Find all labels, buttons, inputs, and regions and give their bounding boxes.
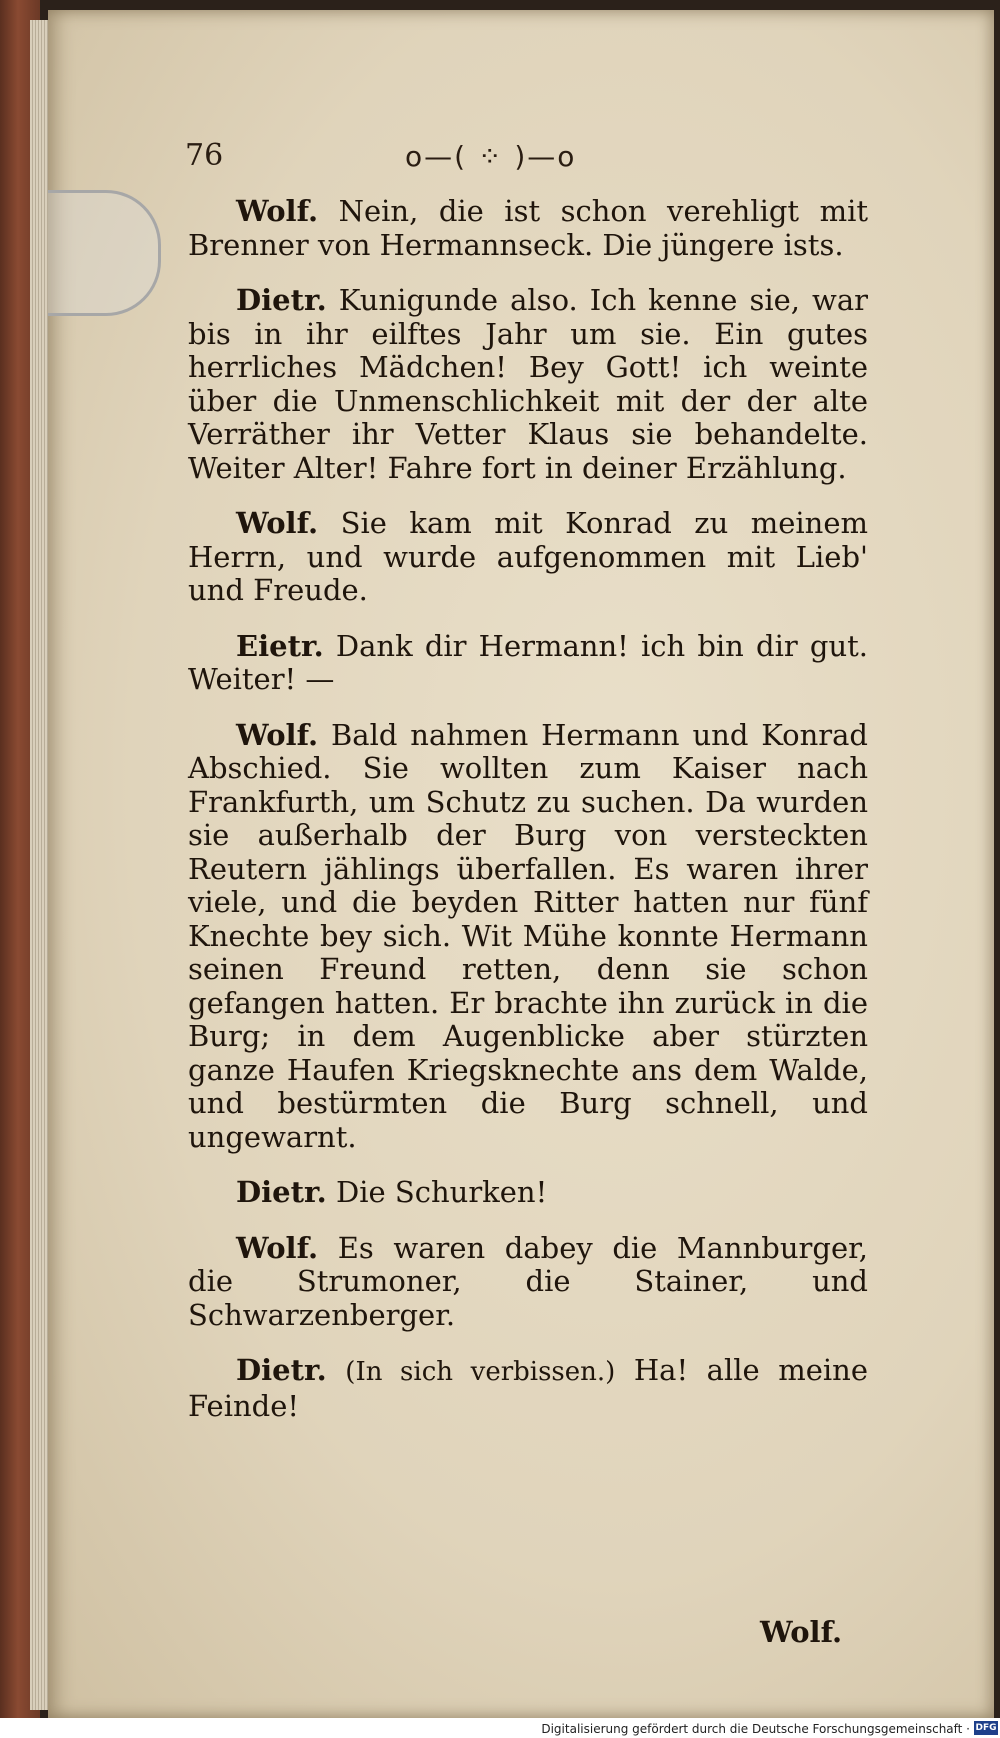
dfg-logo: DFG xyxy=(975,1723,997,1733)
speaker-label: Wolf. xyxy=(236,1230,319,1265)
paragraph xyxy=(188,1232,868,1333)
page-number: 76 xyxy=(185,138,224,173)
paragraph xyxy=(188,284,868,485)
paragraph-text: Es waren dabey die Mannburger, die Strumoner, die Stainer, und Schwarzenberger. xyxy=(188,1230,868,1332)
speaker-label: Dietr. xyxy=(236,1353,327,1387)
paragraph xyxy=(188,1176,868,1210)
page-clip xyxy=(48,190,161,316)
running-head xyxy=(185,138,865,178)
speaker-label: Wolf. xyxy=(236,717,319,752)
paragraph xyxy=(188,630,868,697)
paragraph xyxy=(188,195,868,262)
speaker-label: Wolf. xyxy=(236,506,319,540)
body-text xyxy=(188,195,868,1445)
paragraph-text: Sie kam mit Konrad zu meinem Herrn, und wurde aufgenommen mit Lieb' und Freude. xyxy=(188,506,869,607)
header-ornament: o—( ⁘ )—o xyxy=(405,140,577,173)
footer-credit: Digitalisierung gefördert durch die Deutsche Forschungsgemeinschaft · xyxy=(541,1722,970,1736)
paragraph-text: Dank dir Hermann! ich bin dir gut. Weiter! — xyxy=(188,628,868,696)
paragraph-text: Kunigunde also. Ich kenne sie, war bis in ihr eilftes Jahr um sie. Ein gutes herrliches Mädchen! Bey Gott! ich weinte über die Unmenschlichkeit mit der der alte Verräther ihr Vetter Klaus sie behandelte. Weiter Alter! Fahre fort in deiner Erzählung. xyxy=(188,283,869,485)
speaker-label: Wolf. xyxy=(236,194,319,228)
speaker-label: Dietr. xyxy=(236,1175,327,1209)
paragraph-text: Die Schurken! xyxy=(335,1175,548,1209)
footer-bar xyxy=(0,1718,1000,1738)
paragraph xyxy=(188,507,868,608)
paragraph-text: Bald nahmen Hermann und Konrad Abschied. Sie wollten zum Kaiser nach Frankfurth, um Schutz zu suchen. Da wurden sie außerhalb der Burg von versteckten Reutern jählings überfallen. Es waren ihrer viele, und die beyden Ritter hatten nur fünf Knechte bey sich. Wit Mühe konnte Hermann seinen Freund retten, denn sie schon gefangen hatten. Er brachte ihn zurück in die Burg; in dem Augenblicke aber stürzten ganze Haufen Kriegsknechte ans dem Walde, und bestürmten die Burg schnell, und ungewarnt. xyxy=(188,717,868,1154)
paragraph xyxy=(188,719,868,1155)
paragraph-text: Ha! alle meine Feinde! xyxy=(188,1353,869,1423)
stage-direction: (In sich verbissen.) xyxy=(345,1357,616,1387)
catchword: Wolf. xyxy=(760,1615,843,1649)
speaker-label: Eietr. xyxy=(236,628,324,663)
speaker-label: Dietr. xyxy=(236,283,327,317)
paragraph-text: Nein, die ist schon verehligt mit Brenner von Hermannseck. Die jüngere ists. xyxy=(188,194,868,262)
paragraph xyxy=(188,1354,868,1423)
